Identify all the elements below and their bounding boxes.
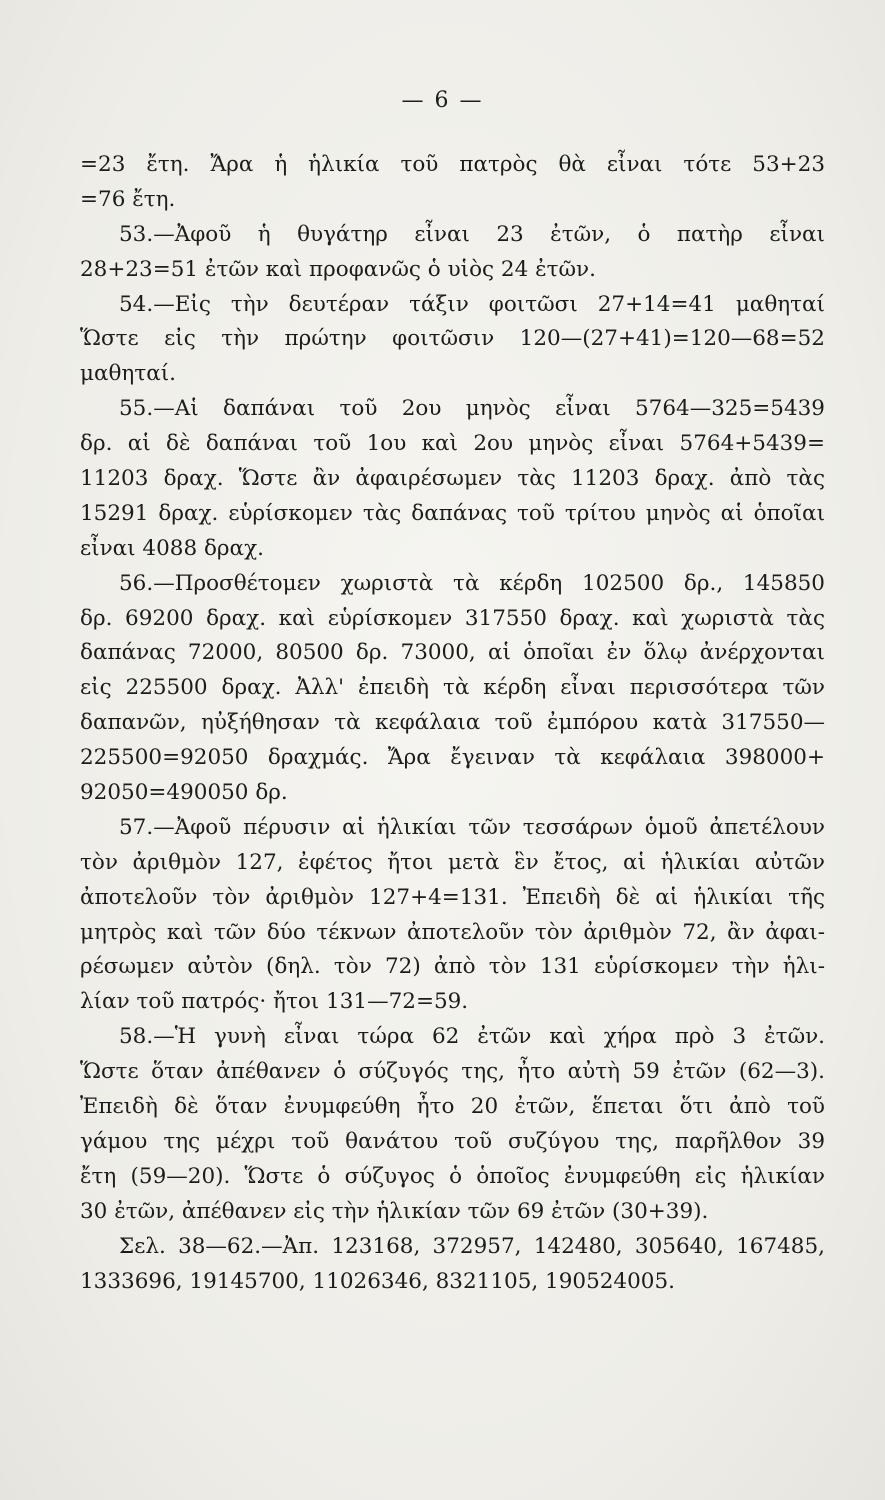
page-body-text	[80, 148, 825, 1299]
text-line: 54.—Εἰς τὴν δευτέραν τάξιν φοιτῶσι 27+14=41 μαθηταί	[119, 291, 825, 317]
text-line: δρ. 69200 δραχ. καὶ εὑρίσκομεν 317550 δραχ. καὶ χωριστὰ τὰς	[80, 605, 825, 631]
text-line: 53.—Ἀφοῦ ἡ θυγάτηρ εἶναι 23 ἐτῶν, ὁ πατὴρ εἶναι	[119, 221, 825, 247]
text-line: Ἐπειδὴ δὲ ὅταν ἐνυμφεύθη ἦτο 20 ἐτῶν, ἕπεται ὅτι ἀπὸ τοῦ	[80, 1094, 825, 1120]
text-line: Σελ. 38—62.—Ἀπ. 123168, 372957, 142480, 305640, 167485,	[119, 1233, 825, 1259]
text-line: τὸν ἀριθμὸν 127, ἐφέτος ἤτοι μετὰ ἓν ἔτος, αἱ ἡλικίαι αὐτῶν	[80, 849, 825, 875]
text-line: Ὥστε εἰς τὴν πρώτην φοιτῶσιν 120—(27+41)=120—68=52	[80, 326, 825, 352]
text-line: 225500=92050 δραχμάς. Ἄρα ἔγειναν τὰ κεφάλαια 398000+	[80, 745, 825, 771]
text-line: 58.—Ἡ γυνὴ εἶναι τώρα 62 ἐτῶν καὶ χήρα πρὸ 3 ἐτῶν.	[119, 1024, 825, 1050]
text-line: =23 ἔτη. Ἄρα ἡ ἡλικία τοῦ πατρὸς θὰ εἶναι τότε 53+23	[80, 152, 825, 177]
text-line: 56.—Προσθέτομεν χωριστὰ τὰ κέρδη 102500 δρ., 145850	[119, 570, 825, 596]
text-line: 11203 δραχ. Ὥστε ἂν ἀφαιρέσωμεν τὰς 11203 δραχ. ἀπὸ τὰς	[80, 466, 825, 492]
text-line: εἰς 225500 δραχ. Ἀλλ' ἐπειδὴ τὰ κέρδη εἶναι περισσότερα τῶν	[80, 675, 825, 701]
text-line: δαπάνας 72000, 80500 δρ. 73000, αἱ ὁποῖαι ἐν ὅλῳ ἀνέρχονται	[80, 640, 825, 666]
text-line: μαθηταί.	[80, 361, 176, 387]
text-line: =76 ἔτη.	[80, 186, 176, 212]
text-line: 1333696, 19145700, 11026346, 8321105, 190524005.	[80, 1268, 675, 1294]
text-line: 15291 δραχ. εὑρίσκομεν τὰς δαπάνας τοῦ τρίτου μηνὸς αἱ ὁποῖαι	[80, 500, 825, 526]
page-number: — 6 —	[401, 88, 484, 113]
text-line: ἀποτελοῦν τὸν ἀριθμὸν 127+4=131. Ἐπειδὴ δὲ αἱ ἡλικίαι τῆς	[80, 884, 825, 910]
text-line: 55.—Αἱ δαπάναι τοῦ 2ου μηνὸς εἶναι 5764—325=5439	[119, 396, 825, 422]
text-line: 92050=490050 δρ.	[80, 780, 288, 806]
text-line: 57.—Ἀφοῦ πέρυσιν αἱ ἡλικίαι τῶν τεσσάρων ὁμοῦ ἀπετέλουν	[119, 814, 825, 840]
text-line: γάμου της μέχρι τοῦ θανάτου τοῦ συζύγου της, παρῆλθον 39	[80, 1128, 825, 1154]
text-line: εἶναι 4088 δραχ.	[80, 535, 264, 561]
text-line: δαπανῶν, ηὐξήθησαν τὰ κεφάλαια τοῦ ἐμπόρου κατὰ 317550—	[80, 710, 825, 736]
text-line: ρέσωμεν αὐτὸν (δηλ. τὸν 72) ἀπὸ τὸν 131 εὑρίσκομεν τὴν ἡλι-	[80, 954, 825, 980]
text-line: μητρὸς καὶ τῶν δύο τέκνων ἀποτελοῦν τὸν ἀριθμὸν 72, ἂν ἀφαι-	[80, 919, 825, 945]
text-line: λίαν τοῦ πατρός· ἤτοι 131—72=59.	[80, 989, 469, 1015]
text-line: 28+23=51 ἐτῶν καὶ προφανῶς ὁ υἱὸς 24 ἐτῶν.	[80, 256, 596, 282]
text-line: ἔτη (59—20). Ὥστε ὁ σύζυγος ὁ ὁποῖος ἐνυμφεύθη εἰς ἡλικίαν	[80, 1163, 825, 1189]
text-line: 30 ἐτῶν, ἀπέθανεν εἰς τὴν ἡλικίαν τῶν 69 ἐτῶν (30+39).	[80, 1198, 709, 1224]
text-line: δρ. αἱ δὲ δαπάναι τοῦ 1ου καὶ 2ου μηνὸς εἶναι 5764+5439=	[80, 431, 825, 457]
text-line: Ὥστε ὅταν ἀπέθανεν ὁ σύζυγός της, ἦτο αὐτὴ 59 ἐτῶν (62—3).	[80, 1059, 825, 1085]
